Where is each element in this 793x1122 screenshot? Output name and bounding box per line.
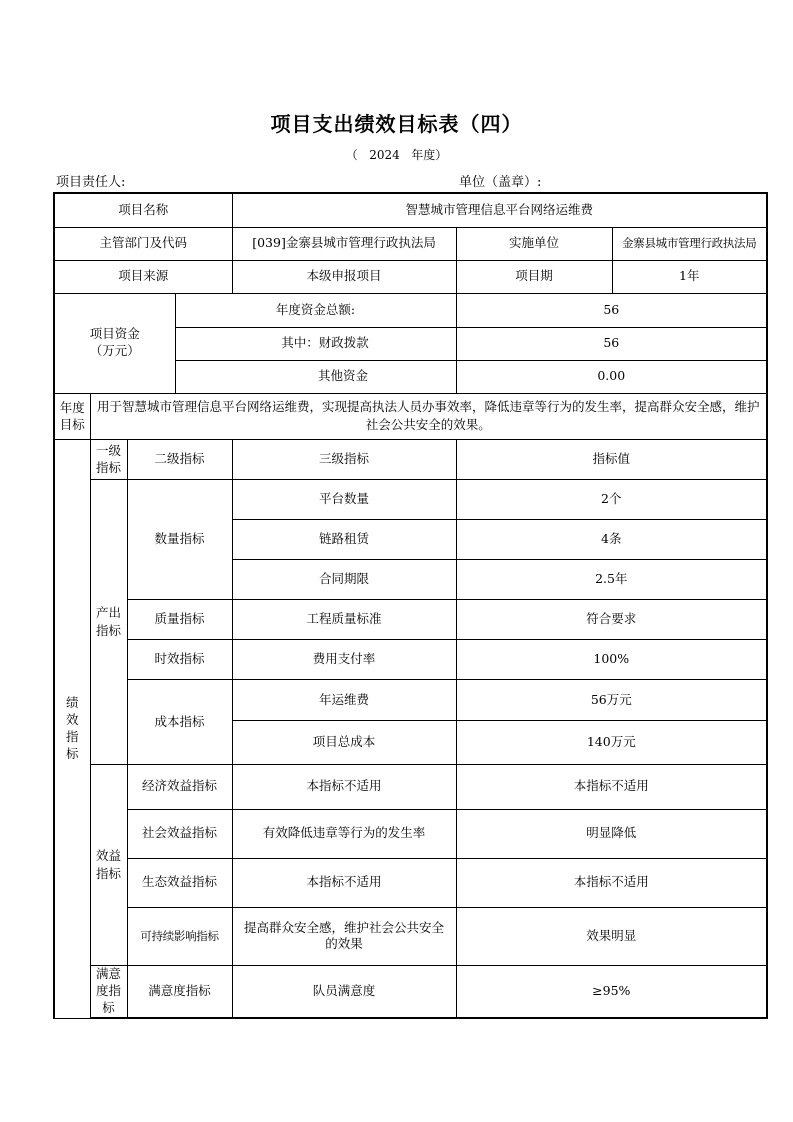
timeliness-indicator-label: 时效指标	[127, 640, 232, 680]
indicator-name: 队员满意度	[232, 966, 456, 1018]
benefit-indicator-label	[90, 764, 127, 965]
indicator-name: 费用支付率	[232, 640, 456, 680]
header-level3: 三级指标	[232, 439, 456, 479]
indicator-name: 年运维费	[232, 680, 456, 720]
satisfaction-indicator-text: 满意度指标	[95, 966, 121, 1015]
vertical-char: 效	[65, 711, 79, 727]
sustainable-indicator-label: 可持续影响指标	[127, 907, 232, 965]
satisfaction-l2-label: 满意度指标	[127, 966, 232, 1018]
indicator-value: 本指标不适用	[456, 858, 767, 907]
vertical-char: 绩	[65, 694, 79, 710]
responsible-label: 项目责任人:	[56, 175, 126, 190]
funds-unit-line: （万元）	[89, 343, 140, 359]
other-funds-label: 其他资金	[175, 360, 456, 393]
perf-indicator-text	[58, 695, 87, 763]
header-value: 指标值	[456, 439, 767, 479]
vertical-char: 标	[65, 745, 79, 761]
indicator-value: 符合要求	[456, 600, 767, 640]
goal-label-text: 年度目标	[59, 399, 85, 433]
indicator-value: 明显降低	[456, 809, 767, 858]
other-funds-value: 0.00	[456, 360, 767, 393]
dept-value: [039]金寨县城市管理行政执法局	[232, 227, 456, 260]
header-level2: 二级指标	[127, 439, 232, 479]
goal-value: 用于智慧城市管理信息平台网络运维费，实现提高执法人员办事效率，降低违章等行为的发生率，提高群众安全感，维护社会公共安全的效果。	[90, 393, 767, 439]
dept-label: 主管部门及代码	[54, 227, 232, 260]
indicator-name: 合同期限	[232, 560, 456, 600]
impl-value: 金寨县城市管理行政执法局	[612, 227, 767, 260]
quality-indicator-label: 质量指标	[127, 600, 232, 640]
indicator-name: 提高群众安全感，维护社会公共安全的效果	[232, 907, 456, 965]
indicator-name: 平台数量	[232, 480, 456, 520]
vertical-char: 指	[65, 728, 79, 744]
indicator-value: 效果明显	[456, 907, 767, 965]
indicator-name: 本指标不适用	[232, 764, 456, 809]
fiscal-label: 其中：财政拨款	[175, 327, 456, 360]
benefit-indicator-text: 效益指标	[95, 848, 121, 881]
ecological-indicator-label: 生态效益指标	[127, 858, 232, 907]
goal-label	[54, 393, 90, 439]
performance-table	[53, 192, 768, 1019]
indicator-value: 56万元	[456, 680, 767, 720]
funds-label-line: 项目资金	[89, 326, 140, 342]
project-name-label: 项目名称	[54, 193, 232, 227]
period-value: 1年	[612, 260, 767, 293]
indicator-value: 2个	[456, 480, 767, 520]
annual-total-label: 年度资金总额:	[175, 293, 456, 327]
cost-indicator-label: 成本指标	[127, 680, 232, 764]
indicator-value: 2.5年	[456, 560, 767, 600]
unit-label: 单位（盖章）:	[459, 175, 542, 190]
page-title: 项目支出绩效目标表（四）	[270, 112, 523, 136]
economic-indicator-label: 经济效益指标	[127, 764, 232, 809]
perf-indicator-label	[54, 439, 90, 1018]
indicator-name: 链路租赁	[232, 520, 456, 560]
indicator-value: 140万元	[456, 720, 767, 764]
indicator-value: 本指标不适用	[456, 764, 767, 809]
indicator-name: 有效降低违章等行为的发生率	[232, 809, 456, 858]
indicator-value: 4条	[456, 520, 767, 560]
header-level1-text: 一级指标	[95, 442, 121, 475]
output-indicator-label	[90, 480, 127, 765]
fiscal-value: 56	[456, 327, 767, 360]
source-label: 项目来源	[54, 260, 232, 293]
indicator-name: 工程质量标准	[232, 600, 456, 640]
source-value: 本级申报项目	[232, 260, 456, 293]
period-label: 项目期	[456, 260, 612, 293]
funds-label-text	[58, 326, 172, 360]
quantity-indicator-label: 数量指标	[127, 480, 232, 600]
indicator-name: 本指标不适用	[232, 858, 456, 907]
year-line: （ 2024 年度）	[345, 148, 448, 162]
indicator-value: ≥95%	[456, 966, 767, 1018]
project-name-value: 智慧城市管理信息平台网络运维费	[232, 193, 767, 227]
satisfaction-indicator-label	[90, 966, 127, 1018]
output-indicator-text: 产出指标	[95, 605, 121, 638]
impl-label: 实施单位	[456, 227, 612, 260]
header-level1	[90, 439, 127, 479]
indicator-value: 100%	[456, 640, 767, 680]
annual-total-value: 56	[456, 293, 767, 327]
social-indicator-label: 社会效益指标	[127, 809, 232, 858]
indicator-name: 项目总成本	[232, 720, 456, 764]
funds-label	[54, 293, 175, 393]
